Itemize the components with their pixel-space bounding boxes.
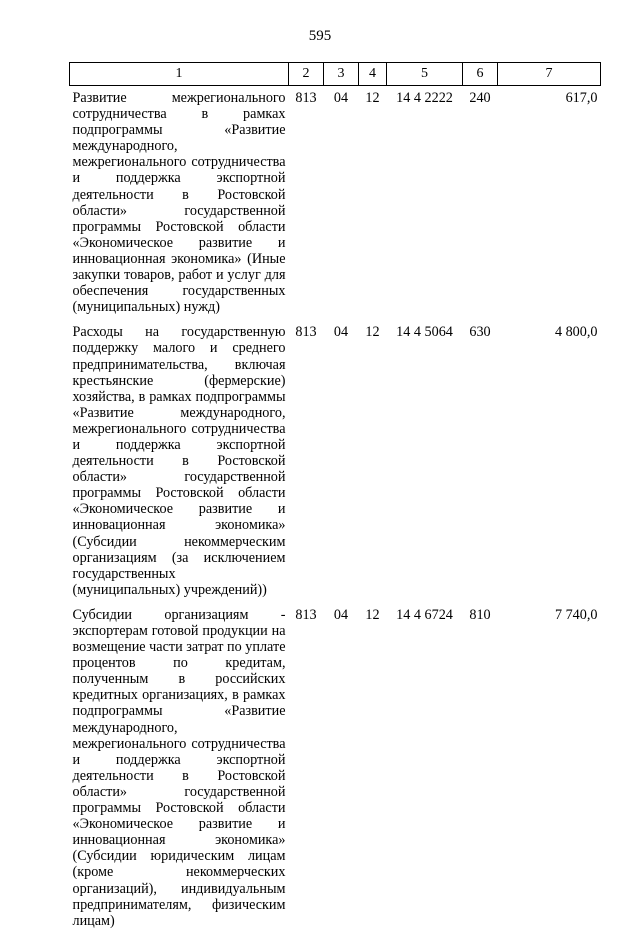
- ministry-code: 813: [295, 606, 317, 623]
- column-header: 1: [70, 63, 289, 86]
- subsection-code: 12: [365, 606, 380, 623]
- expense-description: Расходы на государственную поддержку малого и среднего предпринимательства, включая крестьянские (фермерские) хозяйства, в рамках подпрограммы «Развитие международного, межрегионального сотрудничества и поддержка экспортной деятельности в Ростовской области» государственной программы Ростовской области «Экономическое развитие и инновационная экономика» (Субсидии некоммерческим организациям (за исключением государственных (муниципальных) учреждений)): [72, 324, 286, 598]
- expense-description: Субсидии организациям - экспортерам готовой продукции на возмещение части затрат по уплате процентов по кредитам, полученным в российских кредитных организациях, в рамках подпрограммы «Развитие международного, межрегионального сотрудничества и поддержка экспортной деятельности в Ростовской области» государственной программы Ростовской области «Экономическое развитие и инновационная экономика» (Субсидии юридическим лицам (кроме некоммерческих организаций), индивидуальным предпринимателям, физическим лицам): [72, 606, 286, 929]
- expense-type-code: 240: [469, 90, 491, 106]
- column-header: 2: [289, 63, 324, 86]
- ministry-code: 813: [295, 324, 317, 341]
- table-header-row: [70, 63, 601, 86]
- budget-table: [69, 62, 601, 934]
- expense-type-code: 630: [469, 324, 491, 341]
- target-article-code: 14 4 2222: [396, 90, 453, 106]
- ministry-code: 813: [295, 90, 317, 106]
- section-code: 04: [333, 90, 349, 106]
- amount-value: 7 740,0: [554, 606, 598, 623]
- amount-value: 4 800,0: [554, 324, 598, 341]
- column-header: 5: [387, 63, 463, 86]
- section-code: 04: [333, 324, 349, 341]
- target-article-code: 14 4 6724: [396, 606, 453, 623]
- column-header: 3: [324, 63, 359, 86]
- page-number: 595: [308, 28, 332, 44]
- column-header: 4: [359, 63, 387, 86]
- table-row: [70, 603, 601, 934]
- amount-value: 617,0: [565, 90, 598, 106]
- column-header: 6: [463, 63, 498, 86]
- expense-type-code: 810: [469, 606, 491, 623]
- column-header: 7: [498, 63, 601, 86]
- expense-description: Развитие межрегионального сотрудничества в рамках подпрограммы «Развитие международного, межрегионального сотрудничества и поддержка экспортной деятельности в Ростовской области» государственной программы Ростовской области «Экономическое развитие и инновационная экономика» (Иные закупки товаров, работ и услуг для обеспечения государственных (муниципальных) нужд): [72, 90, 286, 316]
- target-article-code: 14 4 5064: [396, 324, 453, 341]
- subsection-code: 12: [365, 90, 380, 106]
- table-row: [70, 320, 601, 603]
- section-code: 04: [333, 606, 349, 623]
- table-row: [70, 86, 601, 321]
- subsection-code: 12: [365, 324, 380, 341]
